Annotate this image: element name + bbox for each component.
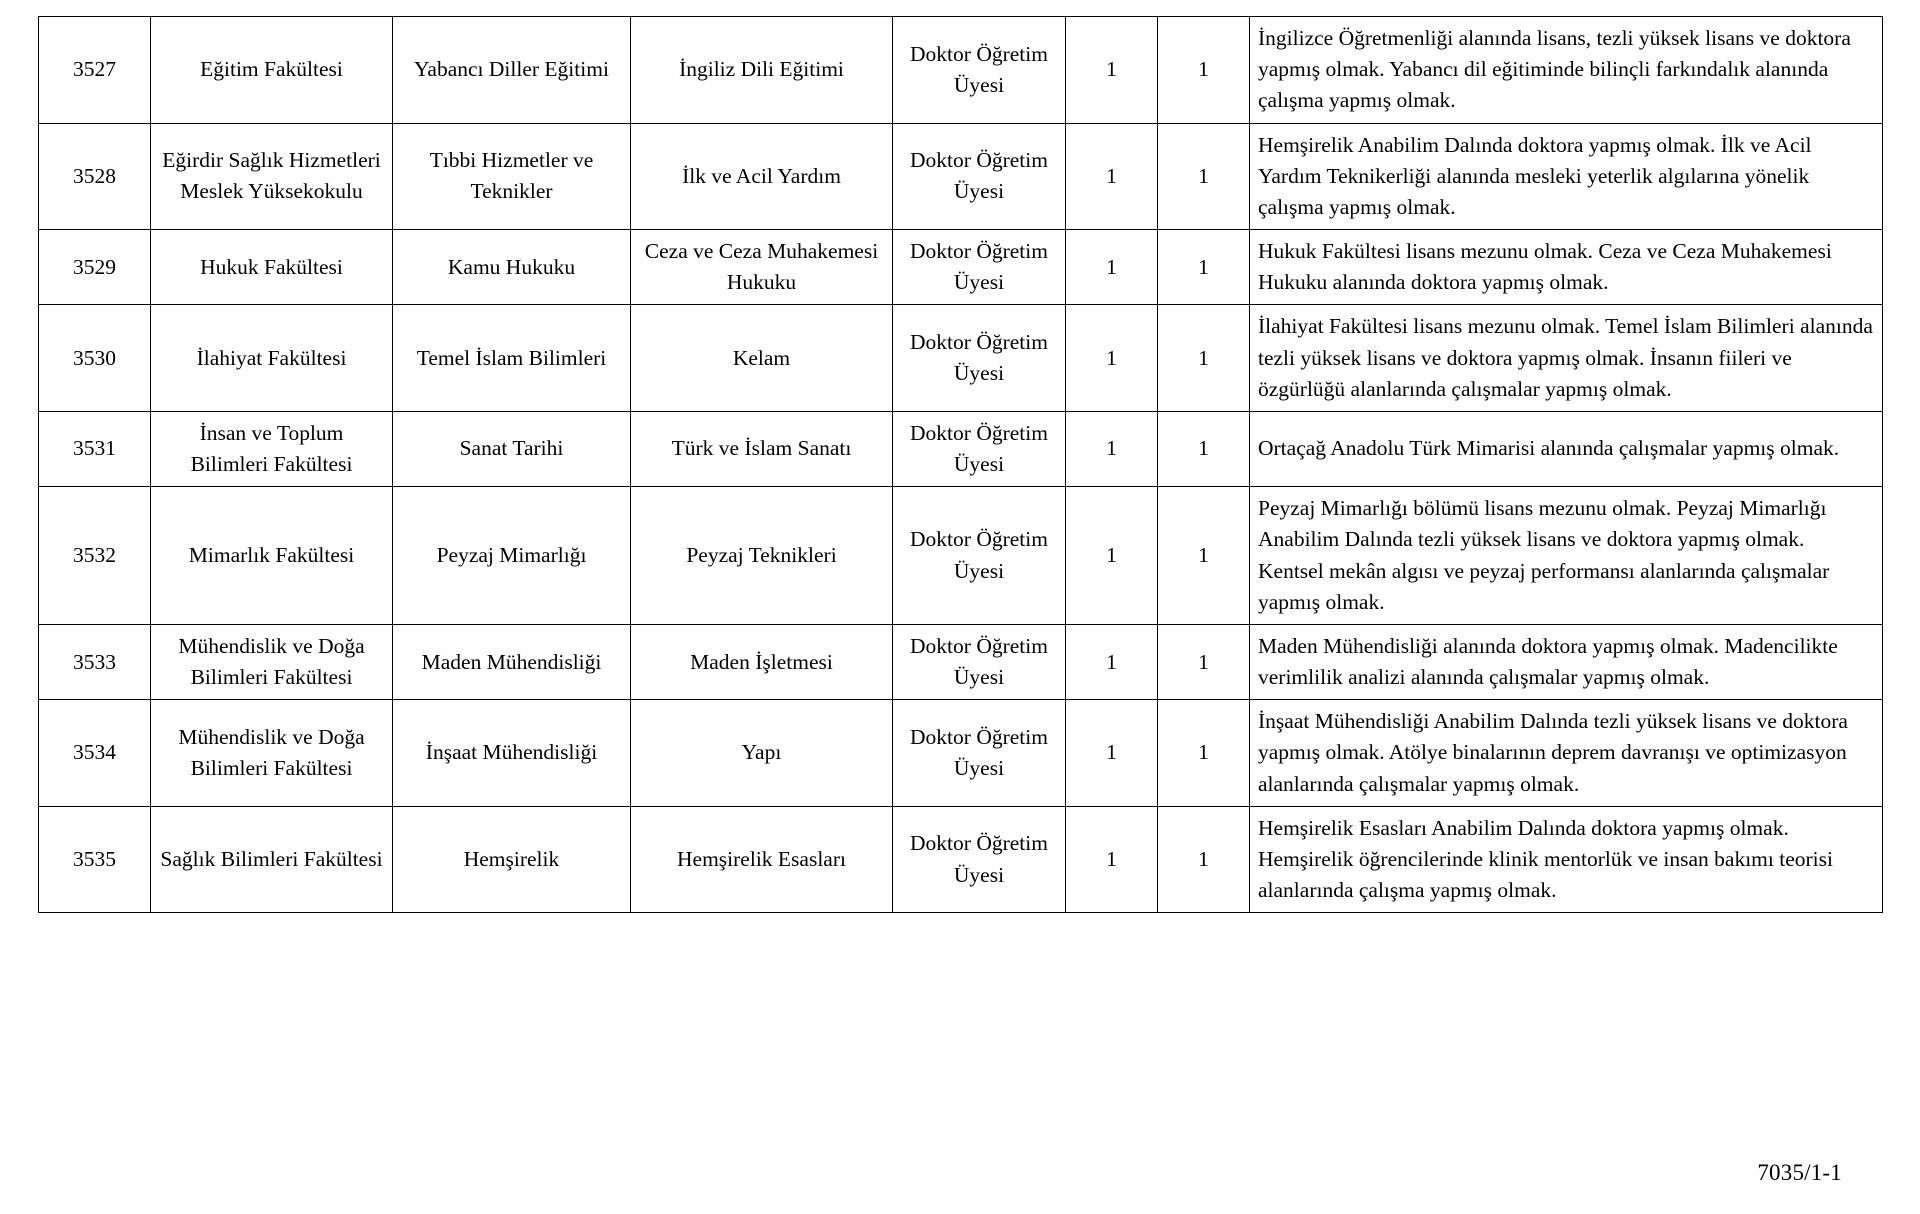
cell-sira-no: 3531 <box>39 411 151 486</box>
table-row <box>39 305 1883 412</box>
cell-birim: Eğitim Fakültesi <box>151 17 393 124</box>
cell-birim: İnsan ve Toplum Bilimleri Fakültesi <box>151 411 393 486</box>
cell-adet: 1 <box>1158 123 1250 230</box>
cell-derece: 1 <box>1066 411 1158 486</box>
cell-adet: 1 <box>1158 17 1250 124</box>
cell-bolum: Sanat Tarihi <box>393 411 631 486</box>
table-row <box>39 806 1883 913</box>
cell-sira-no: 3527 <box>39 17 151 124</box>
table-row <box>39 624 1883 699</box>
cell-unvan: Doktor Öğretim Üyesi <box>893 700 1066 807</box>
cell-adet: 1 <box>1158 305 1250 412</box>
footer-document-code: 7035/1-1 <box>1757 1160 1842 1185</box>
cell-sira-no: 3530 <box>39 305 151 412</box>
cell-adet: 1 <box>1158 624 1250 699</box>
cell-aciklama: Ortaçağ Anadolu Türk Mimarisi alanında çalışmalar yapmış olmak. <box>1250 411 1883 486</box>
cell-aciklama: Maden Mühendisliği alanında doktora yapmış olmak. Madencilikte verimlilik analizi alanında çalışmalar yapmış olmak. <box>1250 624 1883 699</box>
cell-sira-no: 3529 <box>39 230 151 305</box>
cell-birim: Mimarlık Fakültesi <box>151 487 393 625</box>
cell-program: Yapı <box>631 700 893 807</box>
cell-birim: İlahiyat Fakültesi <box>151 305 393 412</box>
cell-derece: 1 <box>1066 305 1158 412</box>
cell-derece: 1 <box>1066 230 1158 305</box>
cell-program: Peyzaj Teknikleri <box>631 487 893 625</box>
table-row <box>39 17 1883 124</box>
cell-adet: 1 <box>1158 700 1250 807</box>
table-row <box>39 411 1883 486</box>
cell-unvan: Doktor Öğretim Üyesi <box>893 230 1066 305</box>
cell-bolum: Yabancı Diller Eğitimi <box>393 17 631 124</box>
table-body <box>39 17 1883 913</box>
cell-bolum: Kamu Hukuku <box>393 230 631 305</box>
cell-program: Ceza ve Ceza Muhakemesi Hukuku <box>631 230 893 305</box>
cell-birim: Eğirdir Sağlık Hizmetleri Meslek Yüksekokulu <box>151 123 393 230</box>
cell-derece: 1 <box>1066 806 1158 913</box>
cell-derece: 1 <box>1066 624 1158 699</box>
cell-birim: Mühendislik ve Doğa Bilimleri Fakültesi <box>151 624 393 699</box>
cell-unvan: Doktor Öğretim Üyesi <box>893 305 1066 412</box>
cell-bolum: Maden Mühendisliği <box>393 624 631 699</box>
cell-sira-no: 3533 <box>39 624 151 699</box>
cell-sira-no: 3534 <box>39 700 151 807</box>
table-row <box>39 487 1883 625</box>
cell-aciklama: İlahiyat Fakültesi lisans mezunu olmak. Temel İslam Bilimleri alanında tezli yüksek lisans ve doktora yapmış olmak. İnsanın fiileri ve özgürlüğü alanlarında çalışmalar yapmış olmak. <box>1250 305 1883 412</box>
cell-sira-no: 3528 <box>39 123 151 230</box>
cell-birim: Mühendislik ve Doğa Bilimleri Fakültesi <box>151 700 393 807</box>
cell-unvan: Doktor Öğretim Üyesi <box>893 411 1066 486</box>
cell-aciklama: İngilizce Öğretmenliği alanında lisans, tezli yüksek lisans ve doktora yapmış olmak. Yabancı dil eğitiminde bilinçli farkındalık alanında çalışma yapmış olmak. <box>1250 17 1883 124</box>
cell-aciklama: Peyzaj Mimarlığı bölümü lisans mezunu olmak. Peyzaj Mimarlığı Anabilim Dalında tezli yüksek lisans ve doktora yapmış olmak. Kentsel mekân algısı ve peyzaj performansı alanlarında çalışmalar yapmış olmak. <box>1250 487 1883 625</box>
cell-program: Kelam <box>631 305 893 412</box>
cell-unvan: Doktor Öğretim Üyesi <box>893 806 1066 913</box>
cell-bolum: İnşaat Mühendisliği <box>393 700 631 807</box>
cell-bolum: Temel İslam Bilimleri <box>393 305 631 412</box>
cell-program: Türk ve İslam Sanatı <box>631 411 893 486</box>
cell-birim: Hukuk Fakültesi <box>151 230 393 305</box>
cell-sira-no: 3532 <box>39 487 151 625</box>
cell-bolum: Peyzaj Mimarlığı <box>393 487 631 625</box>
cell-derece: 1 <box>1066 17 1158 124</box>
table-row <box>39 700 1883 807</box>
cell-unvan: Doktor Öğretim Üyesi <box>893 123 1066 230</box>
cell-unvan: Doktor Öğretim Üyesi <box>893 17 1066 124</box>
cell-derece: 1 <box>1066 487 1158 625</box>
cell-sira-no: 3535 <box>39 806 151 913</box>
cell-bolum: Tıbbi Hizmetler ve Teknikler <box>393 123 631 230</box>
cell-adet: 1 <box>1158 230 1250 305</box>
cell-derece: 1 <box>1066 123 1158 230</box>
cell-program: İngiliz Dili Eğitimi <box>631 17 893 124</box>
cell-adet: 1 <box>1158 806 1250 913</box>
cell-birim: Sağlık Bilimleri Fakültesi <box>151 806 393 913</box>
table-row <box>39 123 1883 230</box>
cell-aciklama: Hemşirelik Esasları Anabilim Dalında doktora yapmış olmak. Hemşirelik öğrencilerinde klinik mentorlük ve insan bakımı teorisi alanlarında çalışma yapmış olmak. <box>1250 806 1883 913</box>
cell-adet: 1 <box>1158 411 1250 486</box>
cell-aciklama: İnşaat Mühendisliği Anabilim Dalında tezli yüksek lisans ve doktora yapmış olmak. Atölye binalarının deprem davranışı ve optimizasyon alanlarında çalışmalar yapmış olmak. <box>1250 700 1883 807</box>
cell-program: Hemşirelik Esasları <box>631 806 893 913</box>
cell-aciklama: Hemşirelik Anabilim Dalında doktora yapmış olmak. İlk ve Acil Yardım Teknikerliği alanında mesleki yeterlik algılarına yönelik çalışma yapmış olmak. <box>1250 123 1883 230</box>
academic-positions-table <box>38 16 1883 913</box>
cell-program: Maden İşletmesi <box>631 624 893 699</box>
cell-adet: 1 <box>1158 487 1250 625</box>
cell-unvan: Doktor Öğretim Üyesi <box>893 487 1066 625</box>
cell-bolum: Hemşirelik <box>393 806 631 913</box>
cell-aciklama: Hukuk Fakültesi lisans mezunu olmak. Ceza ve Ceza Muhakemesi Hukuku alanında doktora yapmış olmak. <box>1250 230 1883 305</box>
table-row <box>39 230 1883 305</box>
cell-derece: 1 <box>1066 700 1158 807</box>
cell-program: İlk ve Acil Yardım <box>631 123 893 230</box>
cell-unvan: Doktor Öğretim Üyesi <box>893 624 1066 699</box>
